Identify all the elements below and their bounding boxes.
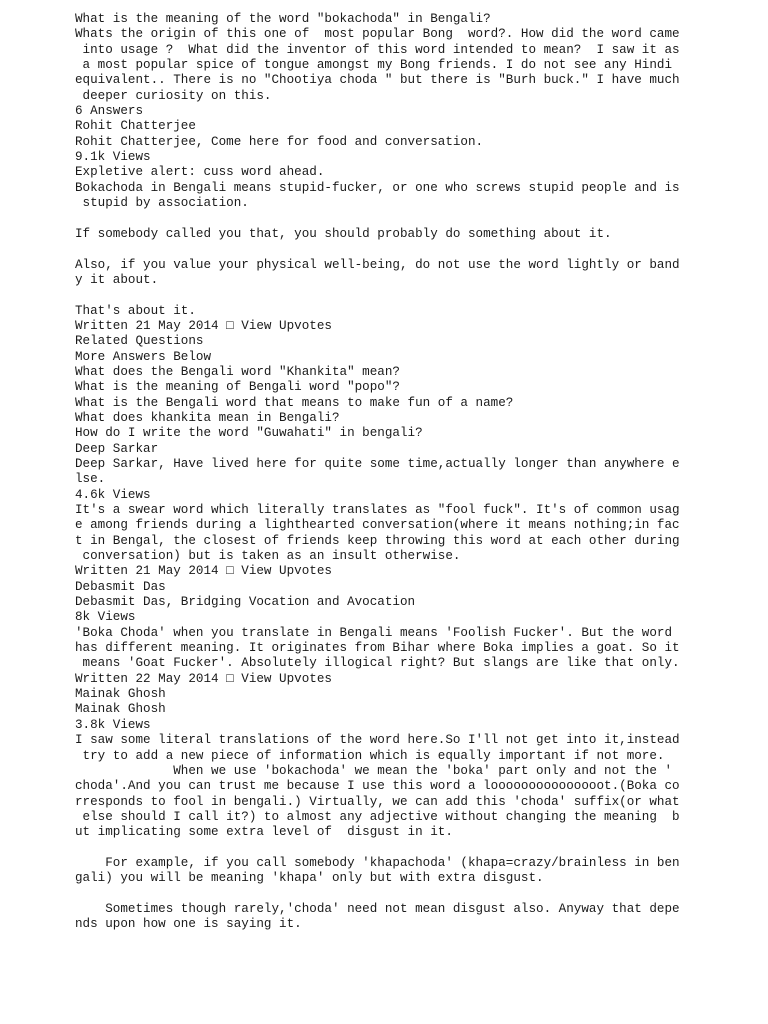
text-line: 9.1k Views: [75, 150, 151, 165]
text-line: gali) you will be meaning 'khapa' only but with extra disgust.: [75, 871, 544, 886]
text-line: More Answers Below: [75, 349, 212, 364]
text-line: rresponds to fool in bengali.) Virtually, we can add this 'choda' suffix(or what: [75, 794, 680, 809]
text-line: Sometimes though rarely,'choda' need not mean disgust also. Anyway that depe: [75, 901, 680, 916]
text-line: What is the meaning of the word "bokachoda" in Bengali?: [75, 12, 491, 26]
text-line: Rohit Chatterjee: [75, 119, 196, 134]
text-line: What is the meaning of Bengali word "popo"?: [75, 380, 400, 395]
text-line: Whats the origin of this one of most popular Bong word?. How did the word came: [75, 27, 680, 42]
text-line: What does the Bengali word "Khankita" mean?: [75, 364, 400, 379]
text-line: choda'.And you can trust me because I use this word a looooooooooooooot.(Boka co: [75, 779, 680, 794]
text-line: I saw some literal translations of the word here.So I'll not get into it,instead: [75, 733, 680, 748]
text-line: 6 Answers: [75, 104, 144, 119]
text-line: Written 21 May 2014 □ View Upvotes: [75, 318, 332, 333]
blank-line: [75, 211, 755, 226]
text-line: conversation) but is taken as an insult otherwise.: [75, 549, 461, 564]
blank-line: [75, 242, 755, 257]
text-line: into usage ? What did the inventor of this word intended to mean? I saw it as: [75, 42, 680, 57]
blank-line: [75, 887, 755, 902]
text-line: When we use 'bokachoda' we mean the 'boka' part only and not the ': [75, 763, 673, 778]
blank-line: [75, 288, 755, 303]
blank-line: [75, 841, 755, 856]
text-line: 3.8k Views: [75, 717, 151, 732]
text-line: stupid by association.: [75, 196, 249, 211]
text-line: If somebody called you that, you should probably do something about it.: [75, 226, 612, 241]
text-line: lse.: [75, 472, 106, 487]
document-body: [75, 12, 755, 933]
text-line: Mainak Ghosh: [75, 702, 166, 717]
text-line: It's a swear word which literally translates as "fool fuck". It's of common usag: [75, 503, 680, 517]
text-line: try to add a new piece of information which is equally important if not more.: [75, 748, 665, 763]
text-line: 4.6k Views: [75, 487, 151, 502]
text-line: a most popular spice of tongue amongst my Bong friends. I do not see any Hindi: [75, 58, 673, 73]
text-line: That's about it.: [75, 303, 196, 318]
text-line: e among friends during a lighthearted conversation(where it means nothing;in fac: [75, 518, 680, 533]
text-line: What does khankita mean in Bengali?: [75, 410, 340, 425]
text-line: Also, if you value your physical well-being, do not use the word lightly or band: [75, 257, 680, 272]
text-line: Related Questions: [75, 334, 204, 349]
text-line: 8k Views: [75, 610, 136, 625]
text-line: 'Boka Choda' when you translate in Bengali means 'Foolish Fucker'. But the word: [75, 625, 673, 640]
text-line: What is the Bengali word that means to make fun of a name?: [75, 395, 514, 410]
text-line: equivalent.. There is no "Chootiya choda " but there is "Burh buck." I have much: [75, 73, 680, 88]
text-line: y it about.: [75, 272, 159, 287]
text-line: t in Bengal, the closest of friends keep throwing this word at each other during: [75, 533, 680, 548]
text-line: has different meaning. It originates from Bihar where Boka implies a goat. So it: [75, 641, 680, 656]
text-line: Bokachoda in Bengali means stupid-fucker, or one who screws stupid people and is: [75, 180, 680, 195]
text-line: ut implicating some extra level of disgust in it.: [75, 825, 453, 840]
text-line: Deep Sarkar: [75, 441, 159, 456]
text-line: means 'Goat Fucker'. Absolutely illogical right? But slangs are like that only.: [75, 656, 680, 671]
text-line: Debasmit Das, Bridging Vocation and Avocation: [75, 595, 416, 610]
text-line: For example, if you call somebody 'khapachoda' (khapa=crazy/brainless in ben: [75, 855, 680, 870]
text-line: Debasmit Das: [75, 579, 166, 594]
text-line: else should I call it?) to almost any adjective without changing the meaning b: [75, 809, 680, 824]
text-line: Rohit Chatterjee, Come here for food and conversation.: [75, 134, 484, 149]
text-line: deeper curiosity on this.: [75, 88, 272, 103]
text-line: nds upon how one is saying it.: [75, 917, 302, 932]
text-line: Deep Sarkar, Have lived here for quite some time,actually longer than anywhere e: [75, 456, 680, 471]
text-line: Written 22 May 2014 □ View Upvotes: [75, 671, 332, 686]
text-line: Expletive alert: cuss word ahead.: [75, 165, 325, 180]
text-line: Written 21 May 2014 □ View Upvotes: [75, 564, 332, 579]
text-line: Mainak Ghosh: [75, 687, 166, 702]
text-line: How do I write the word "Guwahati" in bengali?: [75, 426, 423, 441]
